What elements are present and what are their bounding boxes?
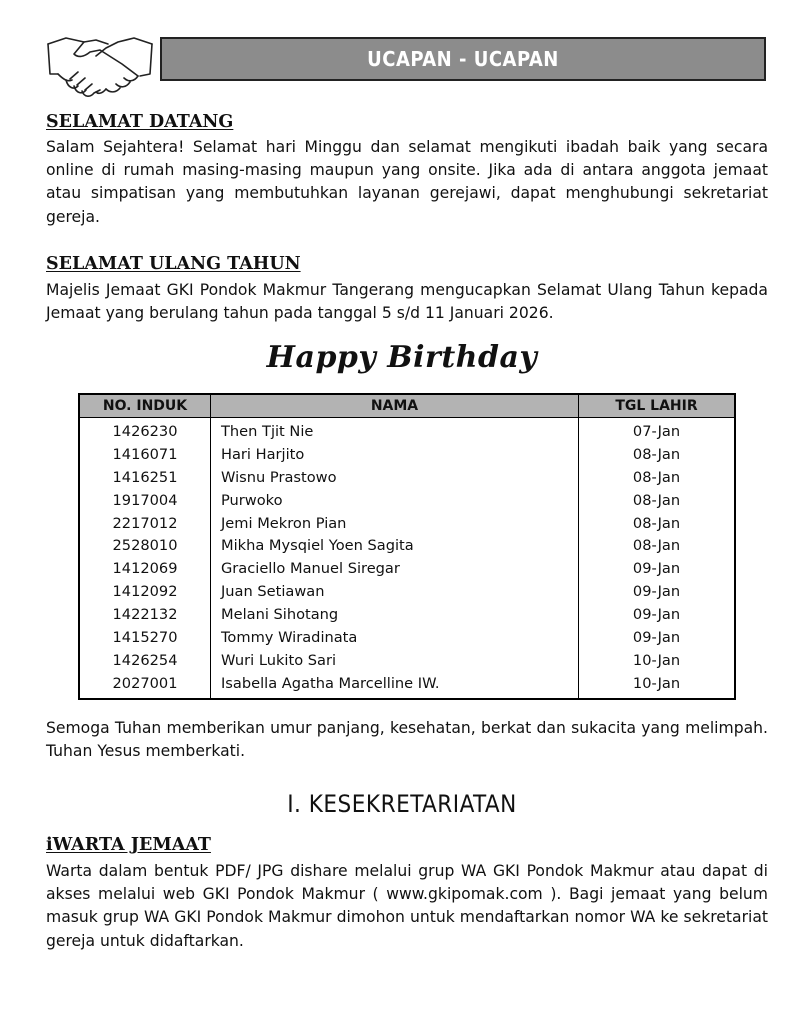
cell-date: 10-Jan	[579, 649, 736, 672]
cell-date: 09-Jan	[579, 603, 736, 626]
table-row	[79, 534, 735, 557]
cell-name: Purwoko	[211, 489, 579, 512]
cell-name: Hari Harjito	[211, 443, 579, 466]
cell-date: 09-Jan	[579, 626, 736, 649]
cell-name: Jemi Mekron Pian	[211, 512, 579, 535]
column-header-id: NO. INDUK	[79, 394, 211, 418]
cell-id: 1412092	[79, 580, 211, 603]
column-header-name: NAMA	[211, 394, 579, 418]
cell-name: Tommy Wiradinata	[211, 626, 579, 649]
iwarta-heading: iWARTA JEMAAT	[46, 835, 211, 855]
table-row	[79, 557, 735, 580]
header-banner	[160, 37, 766, 81]
header-title: UCAPAN - UCAPAN	[367, 47, 559, 71]
cell-id: 1422132	[79, 603, 211, 626]
table-row	[79, 603, 735, 626]
cell-date: 09-Jan	[579, 557, 736, 580]
table-row	[79, 418, 735, 443]
cell-id: 1426254	[79, 649, 211, 672]
iwarta-text: Warta dalam bentuk PDF/ JPG dishare melalui grup WA GKI Pondok Makmur atau dapat di akses melalui web GKI Pondok Makmur ( www.gkipomak.com ). Bagi jemaat yang belum masuk grup WA GKI Pondok Makmur dimohon untuk mendaftarkan nomor WA ke sekretariat gereja untuk didaftarkan.	[46, 862, 768, 950]
cell-id: 2027001	[79, 672, 211, 699]
cell-id: 2217012	[79, 512, 211, 535]
cell-name: Wuri Lukito Sari	[211, 649, 579, 672]
table-row	[79, 672, 735, 699]
cell-name: Isabella Agatha Marcelline IW.	[211, 672, 579, 699]
cell-name: Melani Sihotang	[211, 603, 579, 626]
cell-name: Wisnu Prastowo	[211, 466, 579, 489]
cell-name: Graciello Manuel Siregar	[211, 557, 579, 580]
cell-id: 1412069	[79, 557, 211, 580]
column-header-date: TGL LAHIR	[579, 394, 736, 418]
cell-date: 08-Jan	[579, 466, 736, 489]
cell-date: 10-Jan	[579, 672, 736, 699]
birthday-closing: Semoga Tuhan memberikan umur panjang, kesehatan, berkat dan sukacita yang melimpah. Tuhan Yesus memberkati.	[46, 719, 768, 761]
birthday-intro: Majelis Jemaat GKI Pondok Makmur Tangerang mengucapkan Selamat Ulang Tahun kepada Jemaat yang berulang tahun pada tanggal 5 s/d 11 Januari 2026.	[46, 281, 768, 323]
table-row	[79, 649, 735, 672]
cell-name: Juan Setiawan	[211, 580, 579, 603]
birthday-heading: SELAMAT ULANG TAHUN	[46, 254, 301, 274]
table-row	[79, 443, 735, 466]
cell-id: 1416071	[79, 443, 211, 466]
welcome-heading: SELAMAT DATANG	[46, 112, 234, 132]
table-row	[79, 626, 735, 649]
table-row	[79, 489, 735, 512]
welcome-text: Salam Sejahtera! Selamat hari Minggu dan selamat mengikuti ibadah baik yang secara online di rumah masing-masing maupun yang onsite. Jika ada di antara anggota jemaat atau simpatisan yang membutuhkan layanan gerejawi, dapat menghubungi sekretariat gereja.	[46, 138, 768, 226]
cell-date: 07-Jan	[579, 418, 736, 443]
birthday-table	[78, 393, 736, 700]
cell-id: 1416251	[79, 466, 211, 489]
table-row	[79, 580, 735, 603]
handshake-icon	[44, 30, 156, 100]
cell-id: 1426230	[79, 418, 211, 443]
table-header-row	[79, 394, 735, 418]
cell-date: 08-Jan	[579, 534, 736, 557]
cell-name: Then Tjit Nie	[211, 418, 579, 443]
cell-date: 08-Jan	[579, 489, 736, 512]
cell-date: 08-Jan	[579, 443, 736, 466]
cell-date: 08-Jan	[579, 512, 736, 535]
table-row	[79, 466, 735, 489]
cell-id: 1917004	[79, 489, 211, 512]
table-row	[79, 512, 735, 535]
secretariat-title: I. KESEKRETARIATAN	[287, 790, 517, 818]
cell-date: 09-Jan	[579, 580, 736, 603]
cell-id: 2528010	[79, 534, 211, 557]
happy-birthday-title: Happy Birthday	[266, 340, 538, 375]
cell-id: 1415270	[79, 626, 211, 649]
cell-name: Mikha Mysqiel Yoen Sagita	[211, 534, 579, 557]
